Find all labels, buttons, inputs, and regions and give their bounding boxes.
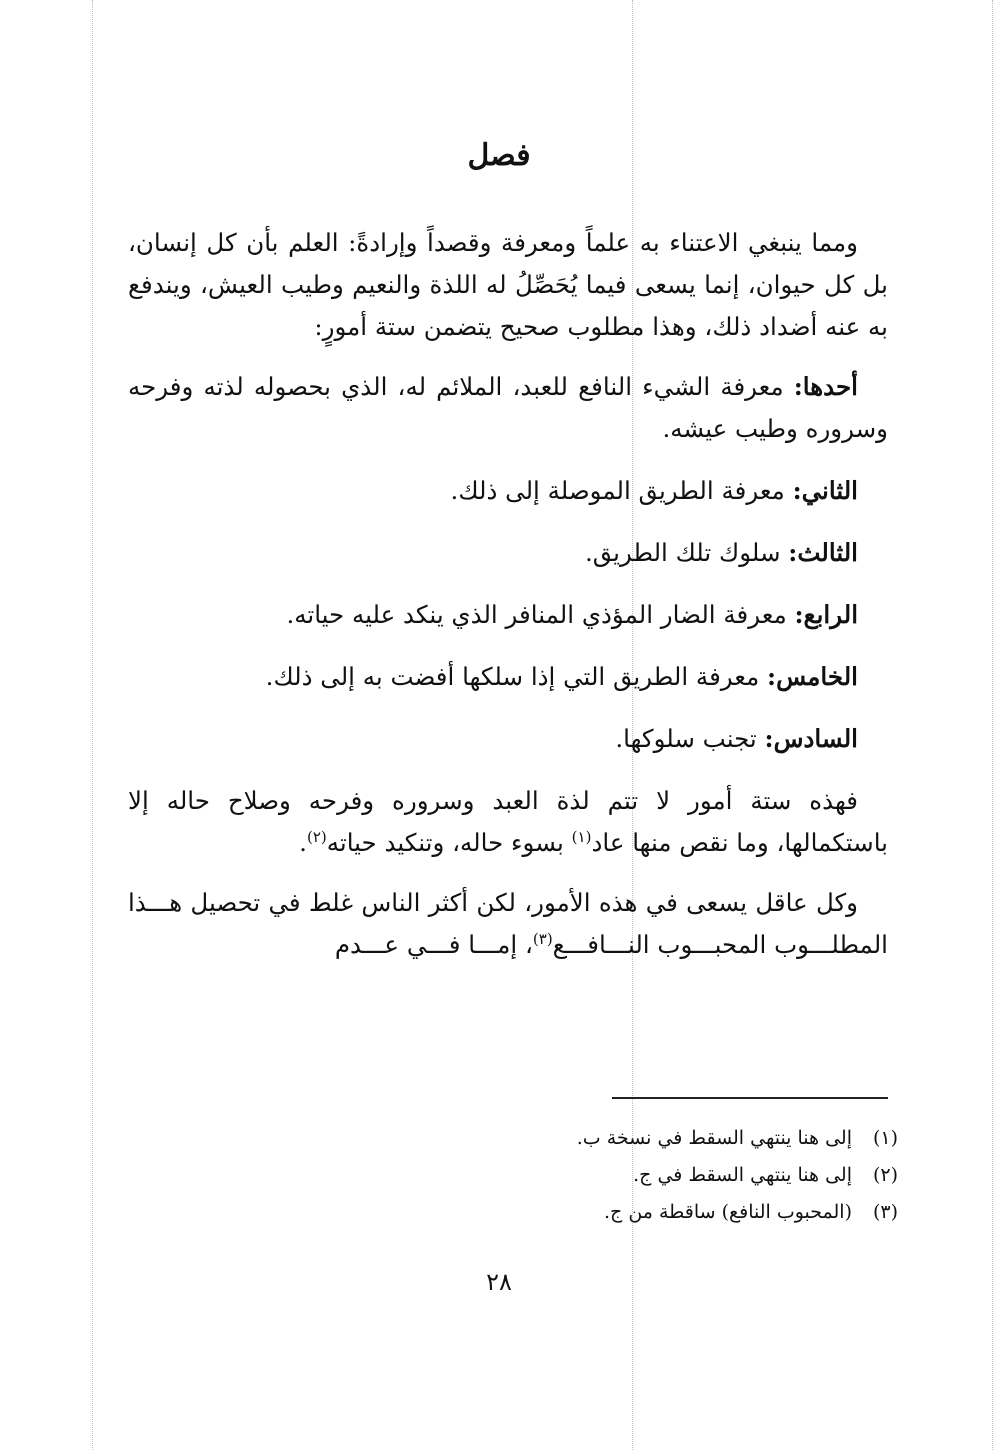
footnotes <box>300 1120 898 1231</box>
summary-text: بسوء حاله، وتنكيد حياته <box>326 828 572 857</box>
item-label: الخامس: <box>767 662 858 691</box>
intro-paragraph: ومما ينبغي الاعتناء به علماً ومعرفة وقصداً وإرادةً: العلم بأن كل إنسان، بل كل حيوان، إنما يسعى فيما يُحَصِّلُ له اللذة والنعيم وطيب العيش، ويندفع به عنه أضداد ذلك، وهذا مطلوب صحيح يتضمن ستة أمورٍ: <box>128 228 888 341</box>
list-item <box>128 594 888 636</box>
footnote <box>300 1194 898 1231</box>
footnote-number: (٣) <box>872 1201 898 1223</box>
item-text: معرفة الطريق التي إذا سلكها أفضت به إلى ذلك. <box>265 662 768 691</box>
scan-artifact-line <box>92 0 93 1450</box>
item-label: الثاني: <box>792 476 858 505</box>
item-text: معرفة الشيء النافع للعبد، الملائم له، الذي بحصوله لذته وفرحه وسروره وطيب عيشه. <box>128 372 888 443</box>
list-item <box>128 718 888 760</box>
page-number: ٢٨ <box>486 1268 512 1296</box>
scan-artifact-line <box>992 0 993 1450</box>
closing-paragraph <box>128 882 888 966</box>
summary-text: فهذه ستة أمور لا تتم لذة العبد وسروره وفرحه وصلاح حاله إلا باستكمالها، وما نقص منها عاد <box>128 786 888 857</box>
summary-text: . <box>299 828 307 857</box>
footnote-divider <box>612 1097 888 1099</box>
list-item <box>128 470 888 512</box>
footnote-marker: (٣) <box>532 929 553 948</box>
footnote-number: (٢) <box>872 1164 898 1186</box>
main-text <box>128 222 888 984</box>
footnote-text: إلى هنا ينتهي السقط في ج. <box>633 1164 852 1186</box>
list-item <box>128 532 888 574</box>
item-text: معرفة الطريق الموصلة إلى ذلك. <box>450 476 793 505</box>
footnote-text: إلى هنا ينتهي السقط في نسخة ب. <box>576 1127 852 1149</box>
footnote-marker: (١) <box>571 827 592 846</box>
footnote <box>300 1120 898 1157</box>
item-label: الثالث: <box>788 538 858 567</box>
list-item <box>128 656 888 698</box>
closing-text: وكل عاقل يسعى في هذه الأمور، لكن أكثر الناس غلط في تحصيل هـــذا المطلـــوب المحبـــوب النـــافـــع <box>128 888 888 959</box>
footnote-number: (١) <box>872 1127 898 1149</box>
list-item <box>128 366 888 450</box>
section-title: فصل <box>467 138 531 173</box>
item-label: أحدها: <box>793 372 858 401</box>
item-text: تجنب سلوكها. <box>615 724 765 753</box>
item-text: معرفة الضار المؤذي المنافر الذي ينكد عليه حياته. <box>286 600 795 629</box>
footnote-text: (المحبوب النافع) ساقطة من ج. <box>603 1201 852 1223</box>
footnote-marker: (٢) <box>306 827 327 846</box>
item-label: الرابع: <box>794 600 858 629</box>
item-label: السادس: <box>764 724 858 753</box>
closing-text: ، إمـــا فـــي عـــدم <box>334 930 533 959</box>
item-text: سلوك تلك الطريق. <box>584 538 789 567</box>
footnote <box>300 1157 898 1194</box>
summary-paragraph <box>128 780 888 864</box>
